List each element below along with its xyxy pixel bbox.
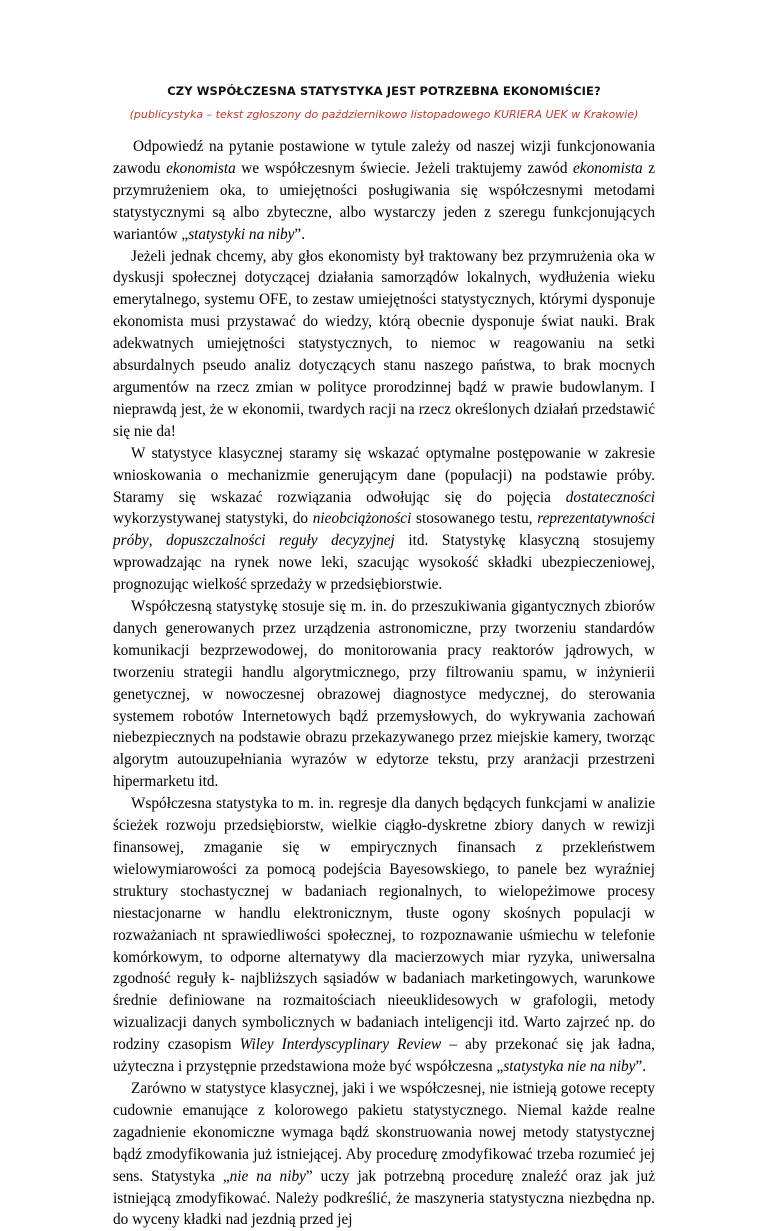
paragraph-3: W statystyce klasycznej staramy się wskazać optymalne postępowanie w zakresie wnioskowania o mechanizmie generującym dane (populacji) na podstawie próby. Staramy się wskazać rozwiązania odwołując się do pojęcia dostateczności wykorzystywanej statystyki, do nieobciążoności stosowanego testu, reprezentatywności próby, dopuszczalności reguły decyzyjnej itd. Statystykę klasyczną stosujemy wprowadzając na rynek nowe leki, szacując wysokość składki ubezpieczeniowej, prognozując wielkość sprzedaży w przedsiębiorstwie. [113,444,656,594]
paragraph-6: Zarówno w statystyce klasycznej, jaki i we współczesnej, nie istnieją gotowe recepty cudownie emanujące z kolorowego pakietu statystycznego. Niemal każde realne zagadnienie ekonomiczne wymaga bądź skonstruowania nowej metody statystycznej bądź zmodyfikowania już istniejącej. Aby procedurę zmodyfikować trzeba rozumieć jej sens. Statystyka „nie na niby” uczy jak potrzebną procedurę znaleźć oraz jak już istniejącą zmodyfikować. Należy podkreślić, że maszyneria statystyczna niezbędna np. do wyceny kładki nad jezdnią przed jej [113,1079,655,1229]
paragraph-1: Odpowiedź na pytanie postawione w tytule zależy od naszej wizji funkcjonowania zawodu ekonomista we współczesnym świecie. Jeżeli traktujemy zawód ekonomista z przymrużeniem oka, to umiejętności posługiwania się współczesnymi metodami statystycznymi są albo zbyteczne, albo wystarczy jeden z szeregu funkcjonujących wariantów „statystyki na niby”. [113,138,655,243]
article-body [113,136,655,1231]
page-title: CZY WSPÓŁCZESNA STATYSTYKA JEST POTRZEBNA EKONOMIŚCIE? [167,84,601,98]
paragraph-5: Współczesna statystyka to m. in. regresje dla danych będących funkcjami w analizie ścieżek rozwoju przedsiębiorstw, wielkie ciągło-dyskretne zbiory danych w rewizji finansowej, zmaganie się w empirycznych finansach z przekleństwem wielowymiarowości za pomocą podejścia Bayesowskiego, to panele bez wyraźniej struktury stochastycznej w badaniach regionalnych, to wielореżimowe procesy niestacjonarne w handlu elektronicznym, tłuste ogony skośnych populacji w rozważaniach nt sprawiedliwości społecznej, to rozpoznawanie uśmiechu w telefonie komórkowym, to odporne alternatywy dla macierzowych miar ryzyka, uniwersalna zgodność reguły k- najbliższych sąsiadów w badaniach marketingowych, warunkowe średnie definiowane na rozmaitościach nieeuklidesowych w grafologii, metody wizualizacji danych symbolicznych w badaniach inteligencji itd. Warto zajrzeć np. do rodziny czasopism Wiley Interdyscyplinary Review – aby przekonać się jak ładna, użyteczna i przystępnie przedstawiona może być współczesna „statystyka nie na niby”. [113,795,655,1076]
paragraph-4: Współczesną statystykę stosuje się m. in. do przeszukiwania gigantycznych zbiorów danych generowanych przez urządzenia astronomiczne, przy tworzeniu standardów komunikacji bezprzewodowej, do monitorowania pracy reaktorów jądrowych, w tworzeniu strategii handlu algorytmicznego, przy filtrowaniu spamu, w inżynierii genetycznej, w nowoczesnej obrazowej diagnostyce medycznej, do sterowania systemem robotów Internetowych bądź przemysłowych, do wykrywania zachowań niebezpiecznych na podstawie obrazu przekazywanego przez miejskie kamery, tworząc algorytm autouzupełniania wyrazów w edytorze tekstu, przy aranżacji przestrzeni hipermarketu itd. [113,598,655,791]
page-subtitle: (publicystyka – tekst zgłoszony do październikowo listopadowego KURIERA UEK w Krakowie) [129,108,639,121]
paragraph-2: Jeżeli jednak chcemy, aby głos ekonomisty był traktowany bez przymrużenia oka w dyskusji społecznej dotyczącej działania samorządów lokalnych, wydłużenia wieku emerytalnego, systemu OFE, to zestaw umiejętności statystycznych, którymi dysponuje ekonomista musi przystawać do wiedzy, którą obecnie dysponuje świat nauki. Brak adekwatnych umiejętności statystycznych, to niemoc w reagowaniu na setki absurdalnych pseudo analiz dotyczących stanu naszego państwa, to brak mocnych argumentów na rzecz zmian w polityce prorodzinnej bądź w prawie budowlanym. I nieprawdą jest, że w ekonomii, twardych racji na rzecz określonych działań przedstawić się nie da! [113,247,655,440]
